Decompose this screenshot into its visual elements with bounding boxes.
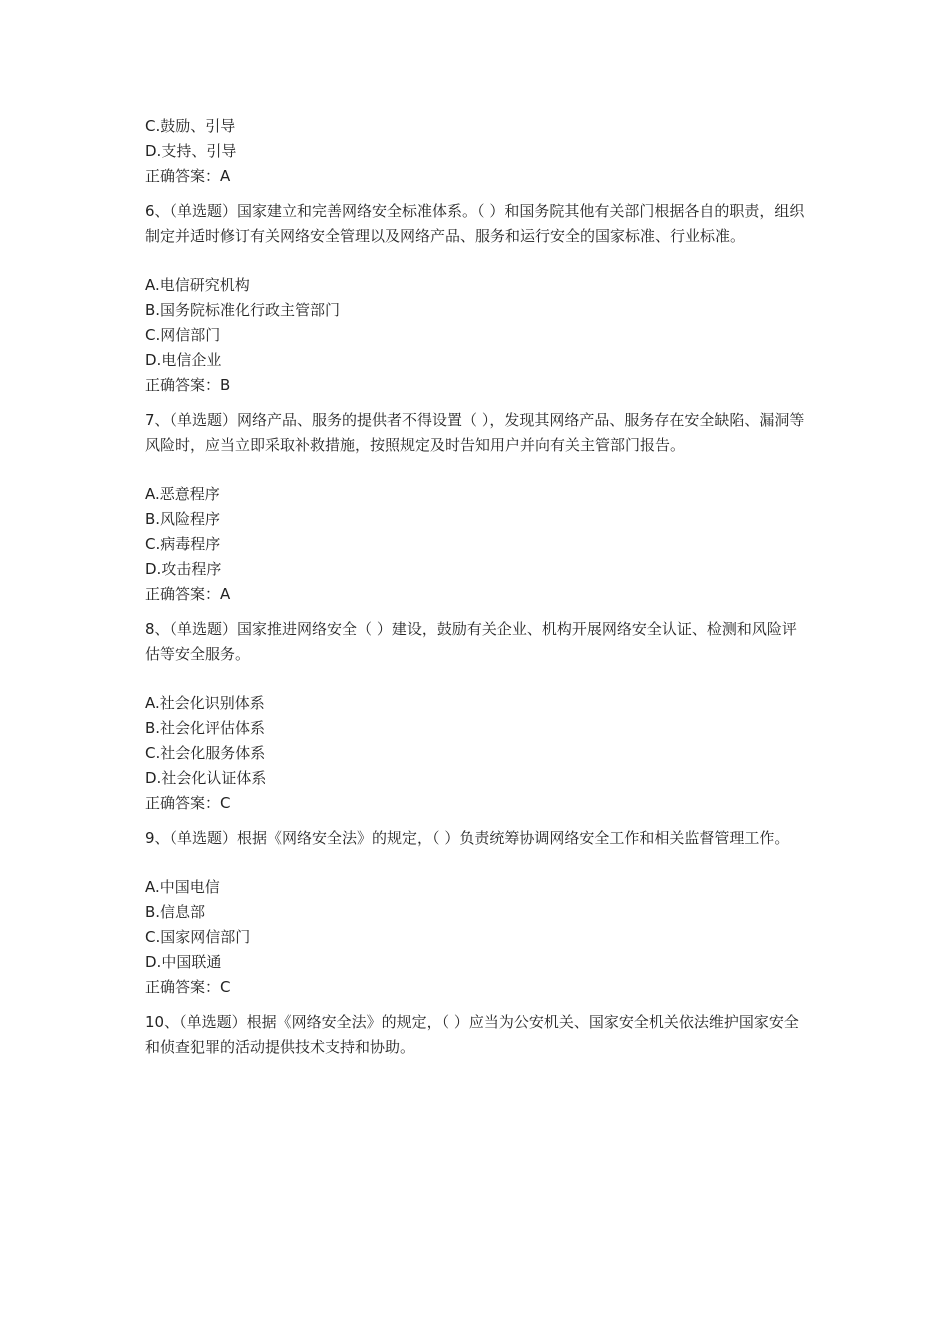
answer-text: 正确答案：A: [145, 167, 231, 185]
question-9: [145, 826, 810, 1000]
question-10: [145, 1010, 810, 1060]
option-a: A.电信研究机构: [145, 276, 250, 294]
document-page: [145, 114, 810, 1060]
option-b: B.风险程序: [145, 510, 221, 528]
option-c: C.社会化服务体系: [145, 744, 266, 762]
option-d: D.攻击程序: [145, 560, 222, 578]
question-text: 6、（单选题）国家建立和完善网络安全标准体系。（ ）和国务院其他有关部门根据各自的职责，组织制定并适时修订有关网络安全管理以及网络产品、服务和运行安全的国家标准、行业标准。: [145, 202, 805, 245]
option-c: C.网信部门: [145, 326, 221, 344]
option-b: B.信息部: [145, 903, 206, 921]
question-7: [145, 408, 810, 607]
option-b: B.国务院标准化行政主管部门: [145, 301, 341, 319]
question-text: 9、（单选题）根据《网络安全法》的规定，（ ）负责统筹协调网络安全工作和相关监督管理工作。: [145, 829, 790, 847]
option-b: B.社会化评估体系: [145, 719, 266, 737]
answer-text: 正确答案：C: [145, 794, 231, 812]
option-c: C.病毒程序: [145, 535, 221, 553]
option-c: C.鼓励、引导: [145, 117, 236, 135]
option-d: D.社会化认证体系: [145, 769, 267, 787]
option-a: A.恶意程序: [145, 485, 220, 503]
question-6: [145, 199, 810, 398]
option-d: D.支持、引导: [145, 142, 237, 160]
option-a: A.社会化识别体系: [145, 694, 265, 712]
option-c: C.国家网信部门: [145, 928, 251, 946]
answer-text: 正确答案：A: [145, 585, 231, 603]
answer-text: 正确答案：B: [145, 376, 231, 394]
question-text: 7、（单选题）网络产品、服务的提供者不得设置（ ），发现其网络产品、服务存在安全缺陷、漏洞等风险时，应当立即采取补救措施，按照规定及时告知用户并向有关主管部门报告。: [145, 411, 805, 454]
option-d: D.中国联通: [145, 953, 222, 971]
question-8: [145, 617, 810, 816]
question-text: 10、（单选题）根据《网络安全法》的规定，（ ）应当为公安机关、国家安全机关依法维护国家安全和侦查犯罪的活动提供技术支持和协助。: [145, 1013, 799, 1056]
answer-text: 正确答案：C: [145, 978, 231, 996]
option-d: D.电信企业: [145, 351, 222, 369]
intro-block: [145, 114, 810, 189]
question-text: 8、（单选题）国家推进网络安全（ ）建设，鼓励有关企业、机构开展网络安全认证、检测和风险评估等安全服务。: [145, 620, 797, 663]
option-a: A.中国电信: [145, 878, 220, 896]
